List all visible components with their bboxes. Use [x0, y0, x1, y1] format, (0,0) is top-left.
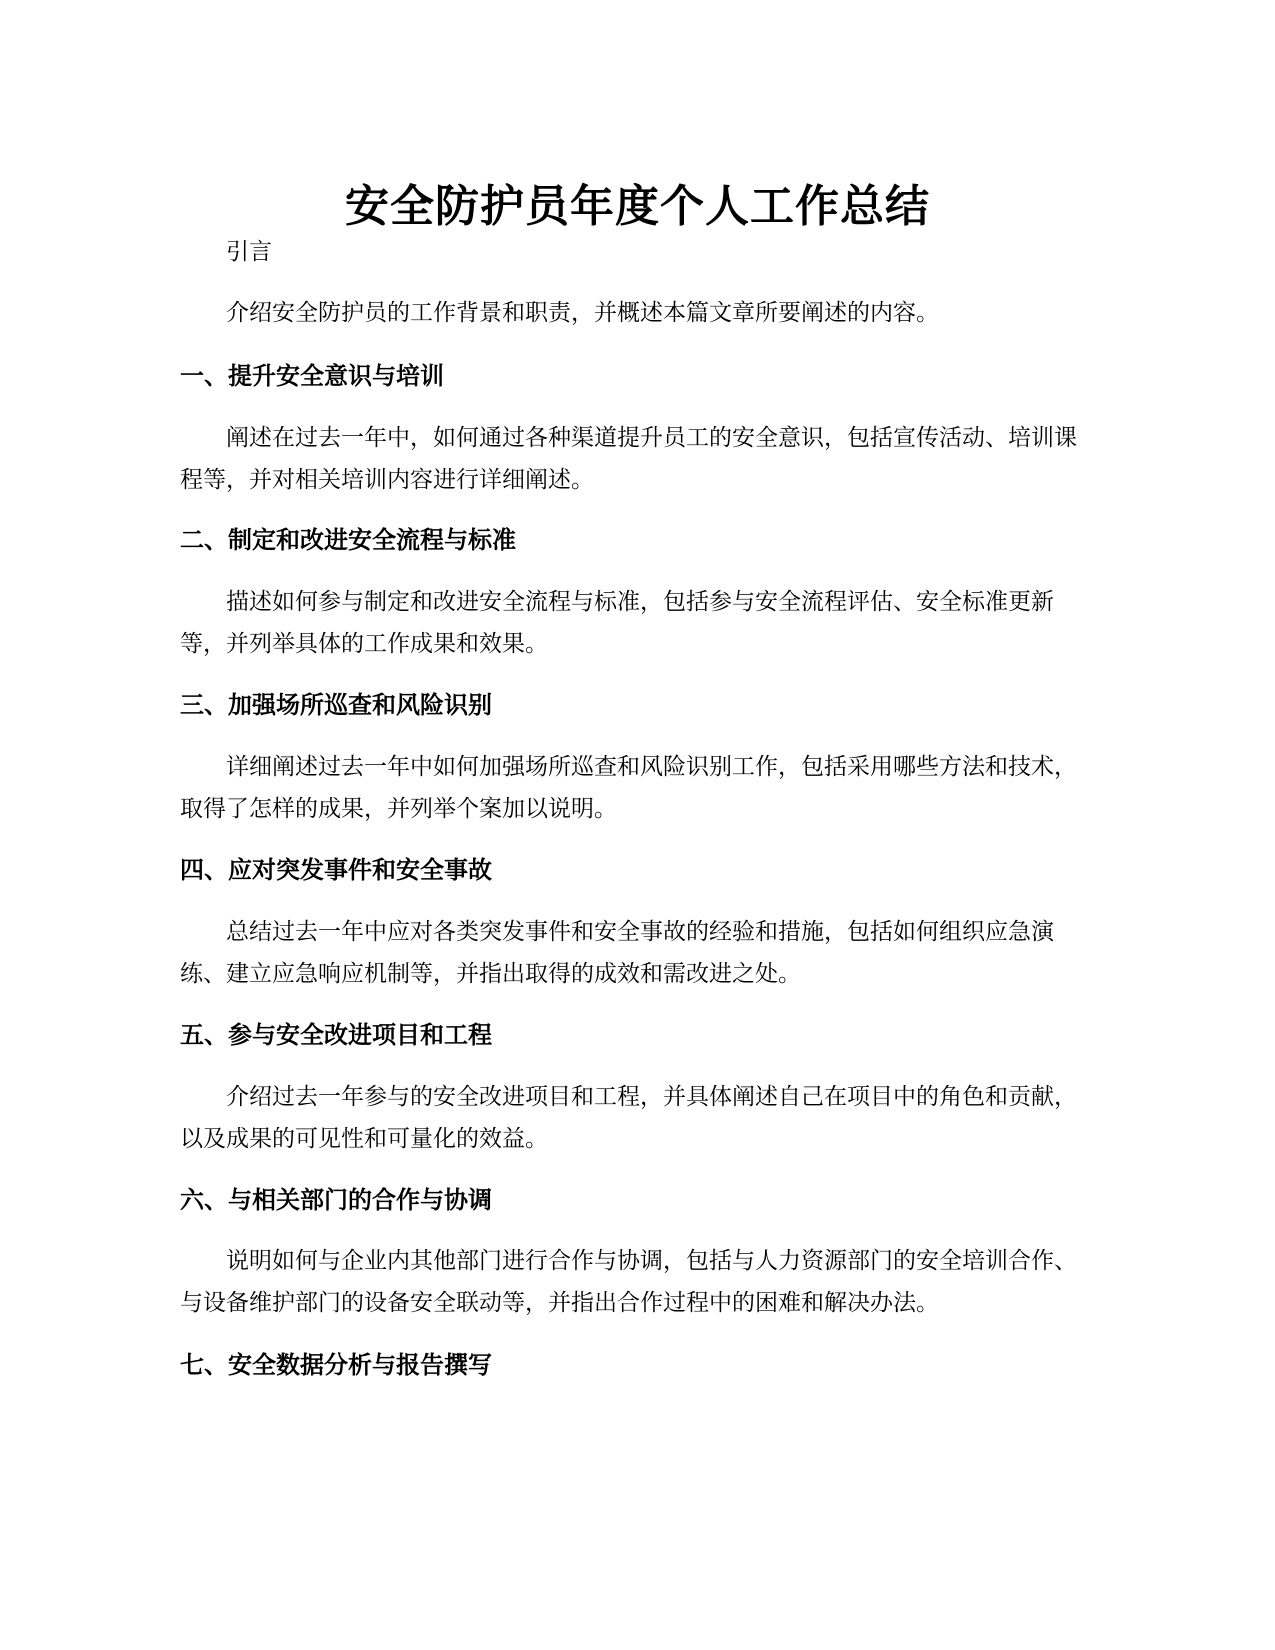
section-body-5: 介绍过去一年参与的安全改进项目和工程，并具体阐述自己在项目中的角色和贡献，以及成果的可见性和可量化的效益。 [180, 1084, 1077, 1152]
intro-heading: 引言 [226, 239, 272, 265]
section-body-3: 详细阐述过去一年中如何加强场所巡查和风险识别工作，包括采用哪些方法和技术，取得了怎样的成果，并列举个案加以说明。 [180, 754, 1077, 822]
document-title: 安全防护员年度个人工作总结 [345, 181, 930, 233]
section-body-6: 说明如何与企业内其他部门进行合作与协调，包括与人力资源部门的安全培训合作、与设备维护部门的设备安全联动等，并指出合作过程中的困难和解决办法。 [180, 1248, 1077, 1316]
section-body-1: 阐述在过去一年中，如何通过各种渠道提升员工的安全意识，包括宣传活动、培训课程等，并对相关培训内容进行详细阐述。 [180, 425, 1077, 493]
section-heading-4: 四、应对突发事件和安全事故 [180, 856, 492, 884]
section-heading-7: 七、安全数据分析与报告撰写 [180, 1351, 492, 1379]
section-heading-2: 二、制定和改进安全流程与标准 [180, 526, 516, 554]
section-heading-3: 三、加强场所巡查和风险识别 [180, 691, 492, 719]
section-heading-1: 一、提升安全意识与培训 [180, 362, 444, 390]
section-heading-5: 五、参与安全改进项目和工程 [180, 1021, 492, 1049]
section-heading-6: 六、与相关部门的合作与协调 [180, 1186, 492, 1214]
section-body-4: 总结过去一年中应对各类突发事件和安全事故的经验和措施，包括如何组织应急演练、建立应急响应机制等，并指出取得的成效和需改进之处。 [180, 919, 1054, 987]
intro-paragraph: 介绍安全防护员的工作背景和职责，并概述本篇文章所要阐述的内容。 [226, 300, 939, 326]
section-body-2: 描述如何参与制定和改进安全流程与标准，包括参与安全流程评估、安全标准更新等，并列举具体的工作成果和效果。 [180, 589, 1054, 657]
